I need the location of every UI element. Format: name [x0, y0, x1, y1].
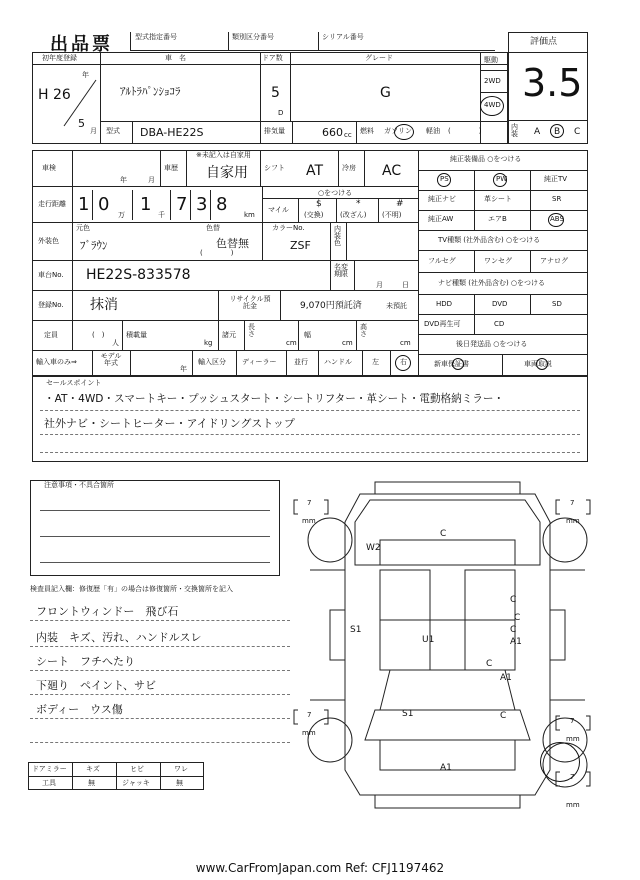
serial-label: シリアル番号: [322, 33, 364, 41]
interior-color-label: 内装色: [334, 225, 341, 247]
note-item-2: 内装 キズ、汚れ、ハンドルスレ: [36, 631, 202, 644]
damage-mark-4: C: [514, 613, 521, 623]
fuel-label: 燃料: [360, 127, 374, 135]
car-name: ｱﾙﾄﾗﾊﾟﾝｼｮｺﾗ: [120, 85, 181, 98]
shift-label: シフト: [264, 164, 285, 172]
unknown-mark: #: [396, 199, 404, 209]
mileage-digit-1: 1: [78, 194, 90, 215]
navi-cd: CD: [494, 320, 505, 328]
tire-depth-rr-unit: mm: [566, 735, 580, 743]
tv-analog: アナログ: [540, 257, 568, 265]
damage-mark-2: W2: [366, 543, 381, 553]
light-oil-label: 軽油: [426, 127, 440, 135]
door-label: ドア数: [262, 54, 283, 62]
note-item-1: フロントウィンドー 飛び石: [36, 605, 179, 618]
equip-abs-circle: [548, 213, 564, 227]
capacity-label: 定員: [44, 331, 58, 339]
equip-pw-circle: [493, 173, 507, 187]
drive-4wd: 4WD: [484, 101, 501, 109]
usage-label: 車歴: [164, 164, 178, 172]
navi-hdd: HDD: [436, 300, 453, 308]
tire-depth-fl: 7: [307, 499, 312, 507]
width-label: 幅: [304, 331, 311, 339]
usage-note: ※未記入は自家用: [196, 151, 251, 159]
equip-navi: 純正ナビ: [428, 195, 456, 203]
damage-mark-7: C: [510, 625, 517, 635]
person-unit: 人: [112, 339, 119, 347]
shift-value: AT: [306, 163, 324, 179]
drive-2wd: 2WD: [484, 77, 501, 85]
displacement-unit: cc: [344, 131, 352, 139]
name-change-day-unit: 日: [402, 281, 409, 289]
recycle-none: 未預託: [386, 302, 407, 310]
car-name-label: 車 名: [165, 54, 186, 62]
shaken-month-unit: 月: [148, 176, 155, 184]
recycle-label: リサイクル預託金: [229, 295, 271, 310]
damage-mark-13: A1: [440, 763, 452, 773]
interior-a: A: [534, 127, 541, 137]
first-reg-year-unit: 年: [82, 71, 89, 79]
notes-label: 注意事項・不具合箇所: [44, 481, 114, 489]
model-designation-label: 型式指定番号: [135, 33, 177, 41]
damage-mark-11: S1: [402, 709, 414, 719]
legend-tool-value: 無: [88, 779, 95, 787]
tire-depth-rr: 7: [570, 717, 575, 725]
mile-label: マイル: [268, 206, 289, 214]
equip-airbag: エアB: [488, 215, 507, 223]
inspector-label: 検査員記入欄：修復歴「有」の場合は修復箇所・交換箇所を記入: [30, 585, 233, 593]
mileage-sen-unit: 千: [158, 211, 165, 219]
later-warranty: 新車保証書: [434, 360, 469, 368]
color-bracket: ( ): [200, 249, 234, 257]
grade-value: G: [380, 85, 391, 101]
tire-depth-fl-unit: mm: [302, 517, 316, 525]
equip-ps-circle: [437, 173, 451, 187]
mileage-digit-6: 8: [216, 194, 228, 215]
tire-depth-rl-unit: mm: [302, 729, 316, 737]
mileage-digit-2: 0: [98, 194, 110, 215]
drive-4wd-circle: [480, 96, 504, 116]
interior-b-circle: [550, 124, 564, 138]
legend-tool: 工具: [42, 779, 56, 787]
equip-abs: ABS: [550, 215, 564, 223]
grade-label: グレード: [365, 54, 393, 62]
legend-jack: ジャッキ: [122, 779, 150, 787]
type-value: DBA-HE22S: [140, 126, 204, 139]
genuine-equipment-label: 純正装備品 ○をつける: [450, 155, 522, 163]
later-warranty-circle: [452, 358, 464, 370]
category-label: 類別区分番号: [232, 33, 274, 41]
tire-depth-fr-unit: mm: [566, 517, 580, 525]
fuel-value: ガソリン: [384, 127, 412, 135]
ac-value: AC: [382, 163, 402, 179]
navi-sd: SD: [552, 300, 562, 308]
mileage-man-unit: 万: [118, 211, 125, 219]
later-shipment-label: 後日発送品 ○をつける: [456, 340, 528, 348]
height-label: 高さ: [360, 323, 367, 338]
exchange-mark: $: [316, 199, 322, 209]
equip-ps: PS: [440, 175, 449, 183]
legend-scratch: キズ: [86, 765, 100, 773]
damage-mark-6: U1: [422, 635, 435, 645]
note-item-5: ボディー ウス傷: [36, 703, 123, 716]
damage-mark-10: A1: [500, 673, 512, 683]
registration-label: 登録No.: [38, 301, 64, 309]
damage-mark-12: C: [500, 711, 507, 721]
tv-oneseg: ワンセグ: [484, 257, 512, 265]
chassis-label: 車台No.: [38, 271, 64, 279]
color-no-label: カラーNo.: [272, 224, 305, 232]
mileage-label: 走行距離: [38, 200, 66, 208]
tire-depth-fr: 7: [570, 499, 575, 507]
dealer-option: ディーラー: [242, 358, 277, 366]
damage-mark-3: C: [510, 595, 517, 605]
color-changed-label: 色替: [206, 224, 220, 232]
sales-point-line-2: 社外ナビ・シートヒーター・アイドリングストップ: [44, 417, 295, 430]
tire-depth-spare: 7: [570, 773, 575, 781]
length-unit: cm: [286, 339, 297, 347]
exterior-color-label: 外装色: [38, 237, 59, 245]
tire-depth-rl: 7: [307, 711, 312, 719]
mileage-digit-5: 3: [196, 194, 208, 215]
displacement-value: 660: [322, 126, 343, 139]
navi-type-label: ナビ種類 (社外品含む) ○をつける: [438, 279, 546, 287]
later-manual: 車両取説: [524, 360, 552, 368]
name-change-label: 名変期限: [334, 263, 348, 278]
shaken-year-unit: 年: [120, 176, 127, 184]
legend-break: ワレ: [174, 765, 188, 773]
legend-crack: ヒビ: [130, 765, 144, 773]
color-changed-value: 色替無: [216, 237, 249, 250]
mileage-km-unit: km: [244, 211, 255, 219]
legend-mirror: ドアミラー: [32, 765, 67, 773]
displacement-label: 排気量: [264, 127, 285, 135]
score-value: 3.5: [522, 61, 583, 105]
later-manual-circle: [536, 358, 548, 370]
load-unit: kg: [204, 339, 213, 347]
altered-label: (改ざん): [340, 211, 367, 219]
equip-aw: 純正AW: [428, 215, 454, 223]
color-original-label: 元色: [76, 224, 90, 232]
fuel-bracket: ( ): [448, 127, 482, 135]
note-item-4: 下廻り ペイント、サビ: [36, 679, 157, 692]
shaken-label: 車検: [42, 164, 56, 172]
import-category-label: 輸入区分: [198, 358, 226, 366]
exchange-label: (交換): [304, 211, 324, 219]
navi-dvd: DVD: [492, 300, 508, 308]
drive-label: 駆動: [484, 56, 498, 64]
sales-point-line-1: ・AT・4WD・スマートキー・プッシュスタート・シートリフター・革シート・電動格納ミラー・: [44, 393, 505, 405]
chassis-value: HE22S-833578: [86, 267, 191, 283]
exterior-color: ﾌﾞﾗｳﾝ: [80, 239, 108, 252]
damage-mark-5: S1: [350, 625, 362, 635]
handle-right-circle: [395, 355, 411, 371]
door-suffix: D: [278, 109, 284, 117]
altered-mark: *: [356, 199, 361, 209]
unknown-label: (不明): [382, 211, 402, 219]
interior-label: 内装: [511, 123, 518, 138]
mileage-digit-3: 1: [140, 194, 152, 215]
capacity-bracket: ( ): [92, 331, 105, 339]
mileage-digit-4: 7: [176, 194, 188, 215]
tv-type-label: TV種類 (社外品含む) ○をつける: [438, 236, 541, 244]
model-year-unit: 年: [180, 365, 187, 373]
footer-reference: www.CarFromJapan.com Ref: CFJ1197462: [195, 861, 445, 875]
sales-point-label: セールスポイント: [46, 379, 102, 387]
first-reg-label: 初年度登録: [42, 54, 77, 62]
width-unit: cm: [342, 339, 353, 347]
tv-fullseg: フルセグ: [428, 257, 456, 265]
door-count: 5: [271, 85, 280, 101]
interior-c: C: [574, 127, 581, 137]
load-label: 積載量: [126, 331, 147, 339]
registration-value: 抹消: [90, 297, 118, 313]
import-label: 輸入車のみ⇒: [36, 358, 77, 366]
damage-mark-8: A1: [510, 637, 522, 647]
first-reg-month: 5: [78, 117, 85, 130]
handle-label: ハンドル: [324, 358, 352, 366]
type-label: 型式: [106, 127, 120, 135]
handle-right: 右: [400, 358, 407, 366]
damage-mark-1: C: [440, 529, 447, 539]
dim-label: 諸元: [222, 331, 236, 339]
navi-dvd-play: DVD再生可: [424, 320, 461, 328]
interior-b: B: [554, 127, 561, 137]
recycle-value: 9,070円預託済: [300, 301, 362, 311]
usage-value: 自家用: [206, 165, 248, 181]
equip-tv: 純正TV: [544, 175, 568, 183]
legend-jack-value: 無: [176, 779, 183, 787]
check-note: ○をつける: [318, 189, 353, 197]
equip-sr: SR: [552, 195, 562, 203]
equip-leather: 革シート: [484, 195, 512, 203]
length-label: 長さ: [248, 323, 255, 338]
parallel-option: 並行: [294, 358, 308, 366]
color-no: ZSF: [290, 239, 311, 252]
model-year-label: モデル年式: [100, 352, 122, 367]
page-title: 出品票: [50, 34, 113, 55]
name-change-month-unit: 月: [376, 281, 383, 289]
damage-mark-9: C: [486, 659, 493, 669]
ac-label: 冷房: [342, 164, 356, 172]
handle-left: 左: [372, 358, 379, 366]
first-reg-year: H 26: [38, 87, 71, 103]
score-label: 評価点: [530, 37, 558, 47]
height-unit: cm: [400, 339, 411, 347]
tire-depth-spare-unit: mm: [566, 801, 580, 809]
first-reg-month-unit: 月: [90, 127, 97, 135]
equip-pw: PW: [496, 175, 508, 183]
note-item-3: シート フチへたり: [36, 655, 135, 668]
fuel-circle: [394, 124, 414, 140]
